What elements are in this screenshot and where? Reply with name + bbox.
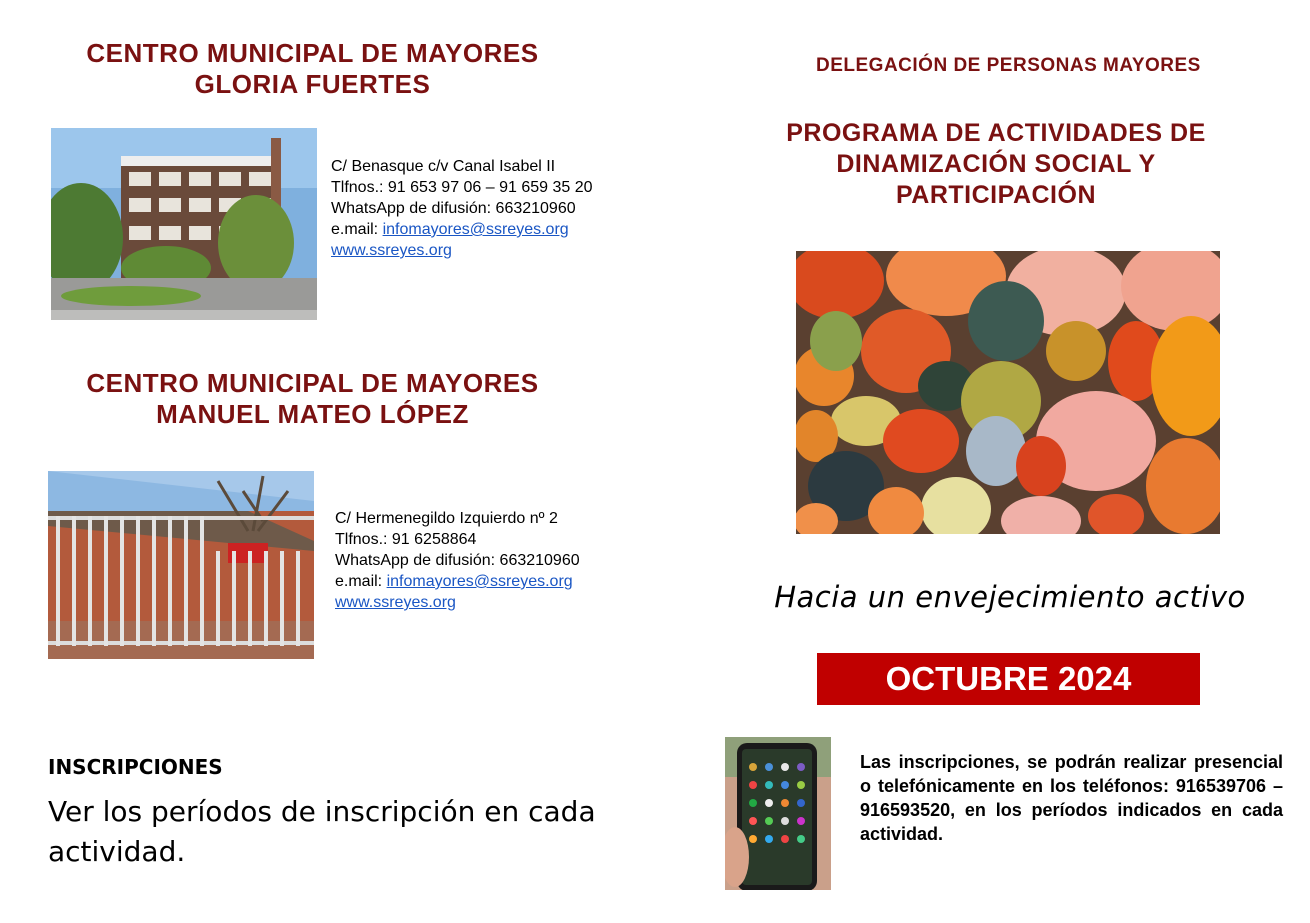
center2-contact	[335, 508, 655, 613]
center1-contact	[331, 156, 651, 261]
phone-inscription-note: Las inscripciones, se podrán realizar presencial o telefónicamente en los teléfonos: 916539706 – 916593520, en los períodos indicados en cada actividad.	[860, 752, 1283, 844]
center1-email-link[interactable]: infomayores@ssreyes.org	[382, 221, 569, 238]
program-title	[728, 118, 1264, 211]
tagline: Hacia un envejecimiento activo	[774, 580, 1246, 614]
month-badge: OCTUBRE 2024	[817, 653, 1200, 705]
center1-web-link[interactable]: www.ssreyes.org	[331, 242, 452, 259]
center1-email-label: e.mail:	[331, 221, 383, 238]
center2-phones: Tlfnos.: 91 6258864	[335, 531, 477, 548]
inscriptions-heading: INSCRIPCIONES	[48, 755, 223, 779]
center2-email-row	[335, 571, 655, 592]
delegation-header: DELEGACIÓN DE PERSONAS MAYORES	[816, 55, 1201, 76]
center2-email-label: e.mail:	[335, 573, 387, 590]
center1-building-photo	[51, 128, 317, 320]
center1-title-line1: CENTRO MUNICIPAL DE MAYORES	[86, 38, 539, 68]
center1-phones: Tlfnos.: 91 653 97 06 – 91 659 35 20	[331, 179, 593, 196]
center1-whatsapp: WhatsApp de difusión: 663210960	[331, 200, 576, 217]
center1-email-row	[331, 219, 651, 240]
center2-web-link[interactable]: www.ssreyes.org	[335, 594, 456, 611]
center2-address: C/ Hermenegildo Izquierdo nº 2	[335, 510, 558, 527]
center2-email-link[interactable]: infomayores@ssreyes.org	[386, 573, 573, 590]
center2-title-line1: CENTRO MUNICIPAL DE MAYORES	[86, 368, 539, 398]
program-title-line2: DINAMIZACIÓN SOCIAL Y	[836, 150, 1156, 178]
center1-title-line2: GLORIA FUERTES	[194, 69, 431, 99]
program-title-line3: PARTICIPACIÓN	[895, 181, 1097, 209]
program-title-line1: PROGRAMA DE ACTIVIDADES DE	[786, 119, 1206, 147]
center1-address: C/ Benasque c/v Canal Isabel II	[331, 158, 556, 175]
center2-title-line2: MANUEL MATEO LÓPEZ	[156, 399, 469, 429]
smartphone-photo	[725, 737, 831, 890]
pumpkins-photo	[796, 251, 1220, 534]
center2-whatsapp: WhatsApp de difusión: 663210960	[335, 552, 580, 569]
center2-title	[40, 368, 585, 430]
center2-building-photo	[48, 471, 314, 659]
center1-title	[40, 38, 585, 100]
inscriptions-text: Ver los períodos de inscripción en cada actividad.	[48, 795, 596, 868]
